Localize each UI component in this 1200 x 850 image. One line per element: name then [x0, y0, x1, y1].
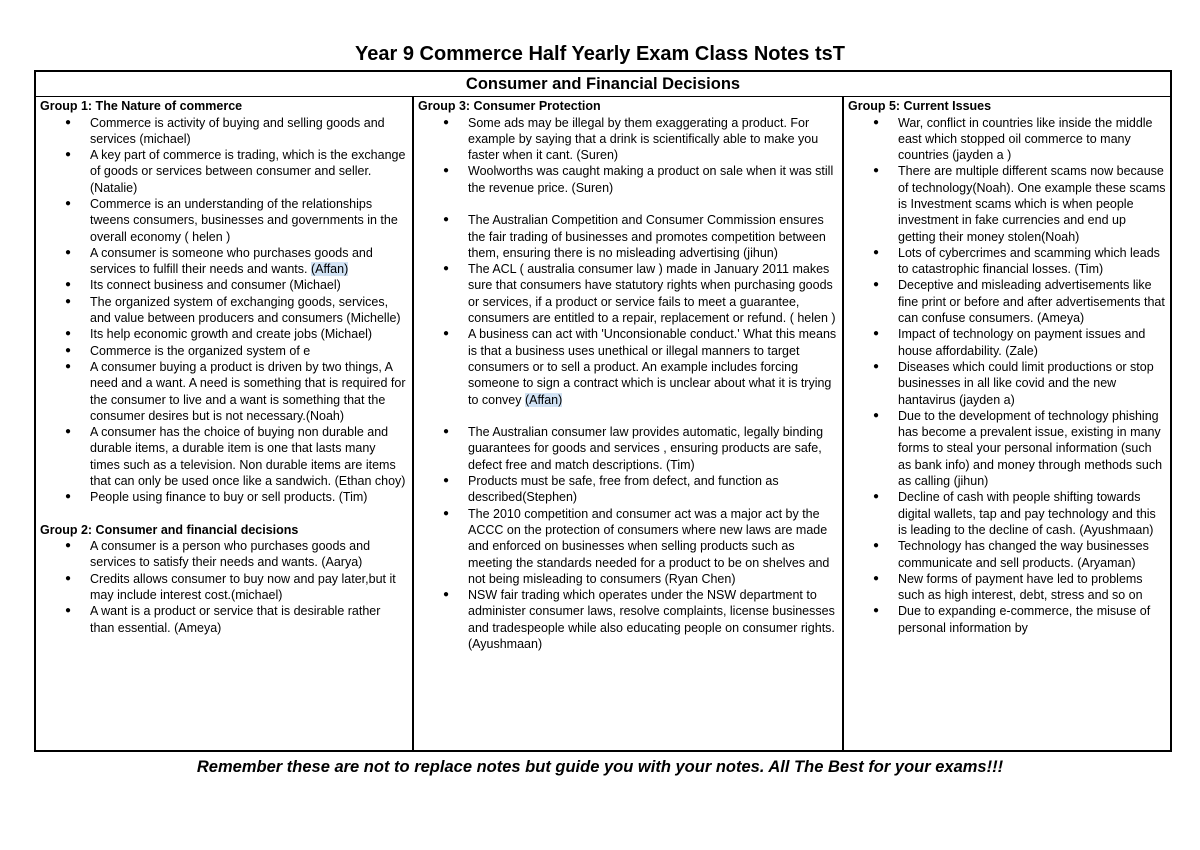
list-item	[848, 115, 1166, 164]
list-item-text: Some ads may be illegal by them exaggerating a product. For example by saying that a drink is scientifically able to make you faster when it cant. (Suren)	[468, 115, 819, 163]
list-item	[40, 359, 408, 424]
list-item-text: Decline of cash with people shifting towards digital wallets, tap and pay technology and this is leading to the decline of cash. (Ayushmaan)	[898, 490, 1156, 537]
bullet-icon: ●	[873, 116, 880, 128]
list-item	[848, 245, 1166, 278]
list-item-text: Commerce is activity of buying and selling goods and services (michael)	[90, 115, 385, 146]
list-item-text: War, conflict in countries like inside the middle east which stopped oil commerce to many countries (jayden a )	[898, 115, 1153, 163]
list-item-text: Commerce is the organized system of e	[90, 343, 311, 358]
bullet-icon: ●	[65, 197, 72, 209]
bullet-icon: ●	[873, 605, 880, 617]
table-heading: Consumer and Financial Decisions	[36, 72, 1170, 97]
list-item-text: The ACL ( australia consumer law ) made in January 2011 makes sure that consumers have statutory rights when purchasing goods or services, if a product or service fails to meet a guarantee, consumers are entitled to a repair, replacement or refund. ( helen )	[468, 262, 836, 326]
list-item	[848, 359, 1166, 408]
bullet-icon: ●	[65, 344, 72, 356]
list-item-text: Products must be safe, free from defect, and function as described(Stephen)	[468, 474, 779, 505]
list-item-text: Due to expanding e-commerce, the misuse of personal information by	[898, 604, 1151, 635]
bullet-icon: ●	[65, 295, 72, 307]
column-middle	[414, 97, 844, 750]
bullet-icon: ●	[443, 589, 450, 601]
list-item	[40, 245, 408, 278]
list-item	[418, 473, 838, 506]
list-item	[418, 506, 838, 587]
list-item-text: NSW fair trading which operates under the NSW department to administer consumer laws, resolve complaints, license businesses and tradespeople while also educating people on consumer rights. (Ayushmaan)	[468, 588, 835, 651]
list-item-text: The Australian Competition and Consumer Commission ensures the fair trading of businesses and promotes competition between them, ensuring there is no misleading advertising (jihun)	[468, 213, 826, 260]
list-item-text: Its help economic growth and create jobs (Michael)	[90, 327, 373, 342]
list-item-text: People using finance to buy or sell products. (Tim)	[90, 490, 368, 505]
list-item-text: The 2010 competition and consumer act was a major act by the ACCC on the protection of consumers where new laws are made and enforced on businesses when selling products such as meeting the standards needed for a product to be on shelves and not being misleading to consumers (Ryan Chen)	[468, 506, 830, 586]
highlighted-text: (Affan)	[310, 262, 349, 277]
bullet-icon: ●	[873, 360, 880, 372]
list-item	[418, 261, 838, 326]
list-item	[418, 587, 838, 652]
bullet-icon: ●	[65, 279, 72, 291]
list-item	[40, 603, 408, 636]
group-title: Group 2: Consumer and financial decisions	[40, 522, 299, 537]
bullet-icon: ●	[443, 165, 450, 177]
bullet-icon: ●	[443, 214, 450, 226]
footer-note: Remember these are not to replace notes but guide you with your notes. All The Best for your exams!!!	[196, 758, 1004, 776]
list-item	[848, 603, 1166, 636]
group-title: Group 1: The Nature of commerce	[40, 99, 243, 113]
columns	[36, 97, 1170, 750]
list-item	[418, 424, 838, 473]
list-item	[40, 147, 408, 196]
list-item-text: There are multiple different scams now because of technology(Noah). One example these scams is Investment scams which is when people investment in fake currencies and end up getting their money stolen(Noah)	[898, 164, 1166, 244]
list-item	[418, 212, 838, 261]
bullet-icon: ●	[873, 279, 880, 291]
bullet-icon: ●	[65, 116, 72, 128]
bullet-icon: ●	[65, 246, 72, 258]
bullet-icon: ●	[443, 116, 450, 128]
list-item-text: A business can act with 'Unconsionable conduct.' What this means is that a business uses unethical or illegal manners to target consumers or to sell a product. An example includes forcing someone to sign a contract which is unclear about what it is trying to convey	[468, 327, 837, 407]
group-1-list	[40, 115, 408, 506]
bullet-icon: ●	[873, 572, 880, 584]
list-item	[40, 277, 408, 293]
bullet-icon: ●	[873, 540, 880, 552]
bullet-icon: ●	[873, 409, 880, 421]
list-item-text: A want is a product or service that is desirable rather than essential. (Ameya)	[90, 604, 381, 635]
bullet-icon: ●	[443, 263, 450, 275]
list-item-text: Diseases which could limit productions or stop businesses in all like covid and the new hantavirus (jayden a)	[898, 359, 1154, 407]
list-item-text: A key part of commerce is trading, which is the exchange of goods or services between consumer and seller. (Natalie)	[90, 148, 406, 195]
bullet-icon: ●	[873, 328, 880, 340]
bullet-icon: ●	[873, 246, 880, 258]
list-item	[40, 571, 408, 604]
bullet-icon: ●	[65, 149, 72, 161]
list-item-text: Deceptive and misleading advertisements like fine print or before and after advertisements that can confuse consumers. (Ameya)	[898, 278, 1165, 326]
list-item-text: New forms of payment have led to problems such as high interest, debt, stress and so on	[898, 571, 1143, 603]
list-item	[848, 538, 1166, 571]
column-left	[36, 97, 414, 750]
list-item-text: The Australian consumer law provides automatic, legally binding guarantees for goods and services , ensuring products are safe, defect free and match descriptions. (Tim)	[468, 425, 824, 472]
group-2-list	[40, 538, 408, 636]
list-item-text: A consumer is someone who purchases goods and services to fulfill their needs and wants.	[90, 245, 373, 277]
list-item	[418, 163, 838, 196]
bullet-icon: ●	[65, 426, 72, 438]
list-item-text: Commerce is an understanding of the relationships tweens consumers, businesses and governments in the overall economy ( helen )	[90, 196, 398, 244]
bullet-icon: ●	[443, 328, 450, 340]
list-item	[40, 343, 408, 359]
list-item	[40, 196, 408, 245]
list-item	[40, 424, 408, 489]
list-item	[848, 163, 1166, 244]
highlighted-text: (Affan)	[524, 392, 563, 407]
bullet-icon: ●	[873, 491, 880, 503]
list-item	[848, 326, 1166, 359]
bullet-icon: ●	[65, 491, 72, 503]
list-item-text: A consumer buying a product is driven by two things, A need and a want. A need is something that is required for the consumer to live and a want is something that the consumer desires but is not necessary.(Noah)	[90, 359, 406, 423]
page-title: Year 9 Commerce Half Yearly Exam Class Notes tsT	[355, 43, 845, 65]
list-item	[848, 408, 1166, 489]
list-item-text: Lots of cybercrimes and scamming which leads to catastrophic financial losses. (Tim)	[898, 245, 1160, 277]
list-item-text: The organized system of exchanging goods, services, and value between producers and consumers (Michelle)	[90, 294, 401, 326]
bullet-icon: ●	[65, 540, 72, 552]
list-item	[40, 115, 408, 148]
list-item-text: Due to the development of technology phishing has become a prevalent issue, existing in many forms to steal your personal information (such as bank info) and money through methods such as calling (jihun)	[898, 408, 1163, 489]
list-item	[848, 489, 1166, 538]
bullet-icon: ●	[65, 605, 72, 617]
list-item	[848, 277, 1166, 326]
notes-table	[34, 70, 1172, 752]
list-item-text: Impact of technology on payment issues and house affordability. (Zale)	[898, 327, 1146, 358]
group-3-list	[418, 115, 838, 653]
list-item-text: Its connect business and consumer (Michael)	[90, 278, 341, 293]
list-item-text: A consumer has the choice of buying non durable and durable items, a durable item is one that lasts many times such as a television. Non durable items are items that can only be used once like a sandwich. (Ethan choy)	[90, 425, 406, 489]
group-spacer	[40, 506, 408, 522]
list-item-text: Credits allows consumer to buy now and pay later,but it may include interest cost.(michael)	[90, 571, 396, 603]
list-item-text: Technology has changed the way businesses communicate and sell products. (Aryaman)	[898, 539, 1149, 570]
bullet-icon: ●	[443, 426, 450, 438]
group-title: Group 3: Consumer Protection	[418, 99, 601, 113]
list-item	[418, 326, 838, 407]
bullet-icon: ●	[65, 572, 72, 584]
list-item-text: Woolworths was caught making a product on sale when it was still the revenue price. (Suren)	[468, 164, 834, 195]
list-item	[40, 538, 408, 571]
bullet-icon: ●	[443, 507, 450, 519]
bullet-icon: ●	[873, 165, 880, 177]
bullet-icon: ●	[65, 328, 72, 340]
list-item	[40, 294, 408, 327]
list-item	[40, 489, 408, 505]
bullet-icon: ●	[443, 475, 450, 487]
list-item	[848, 571, 1166, 604]
column-right	[844, 97, 1170, 750]
bullet-icon: ●	[65, 360, 72, 372]
group-title: Group 5: Current Issues	[848, 99, 992, 113]
group-5-list	[848, 115, 1166, 637]
list-item	[40, 326, 408, 342]
list-item	[418, 115, 838, 164]
list-item-text: A consumer is a person who purchases goods and services to satisfy their needs and wants. (Aarya)	[90, 539, 371, 570]
